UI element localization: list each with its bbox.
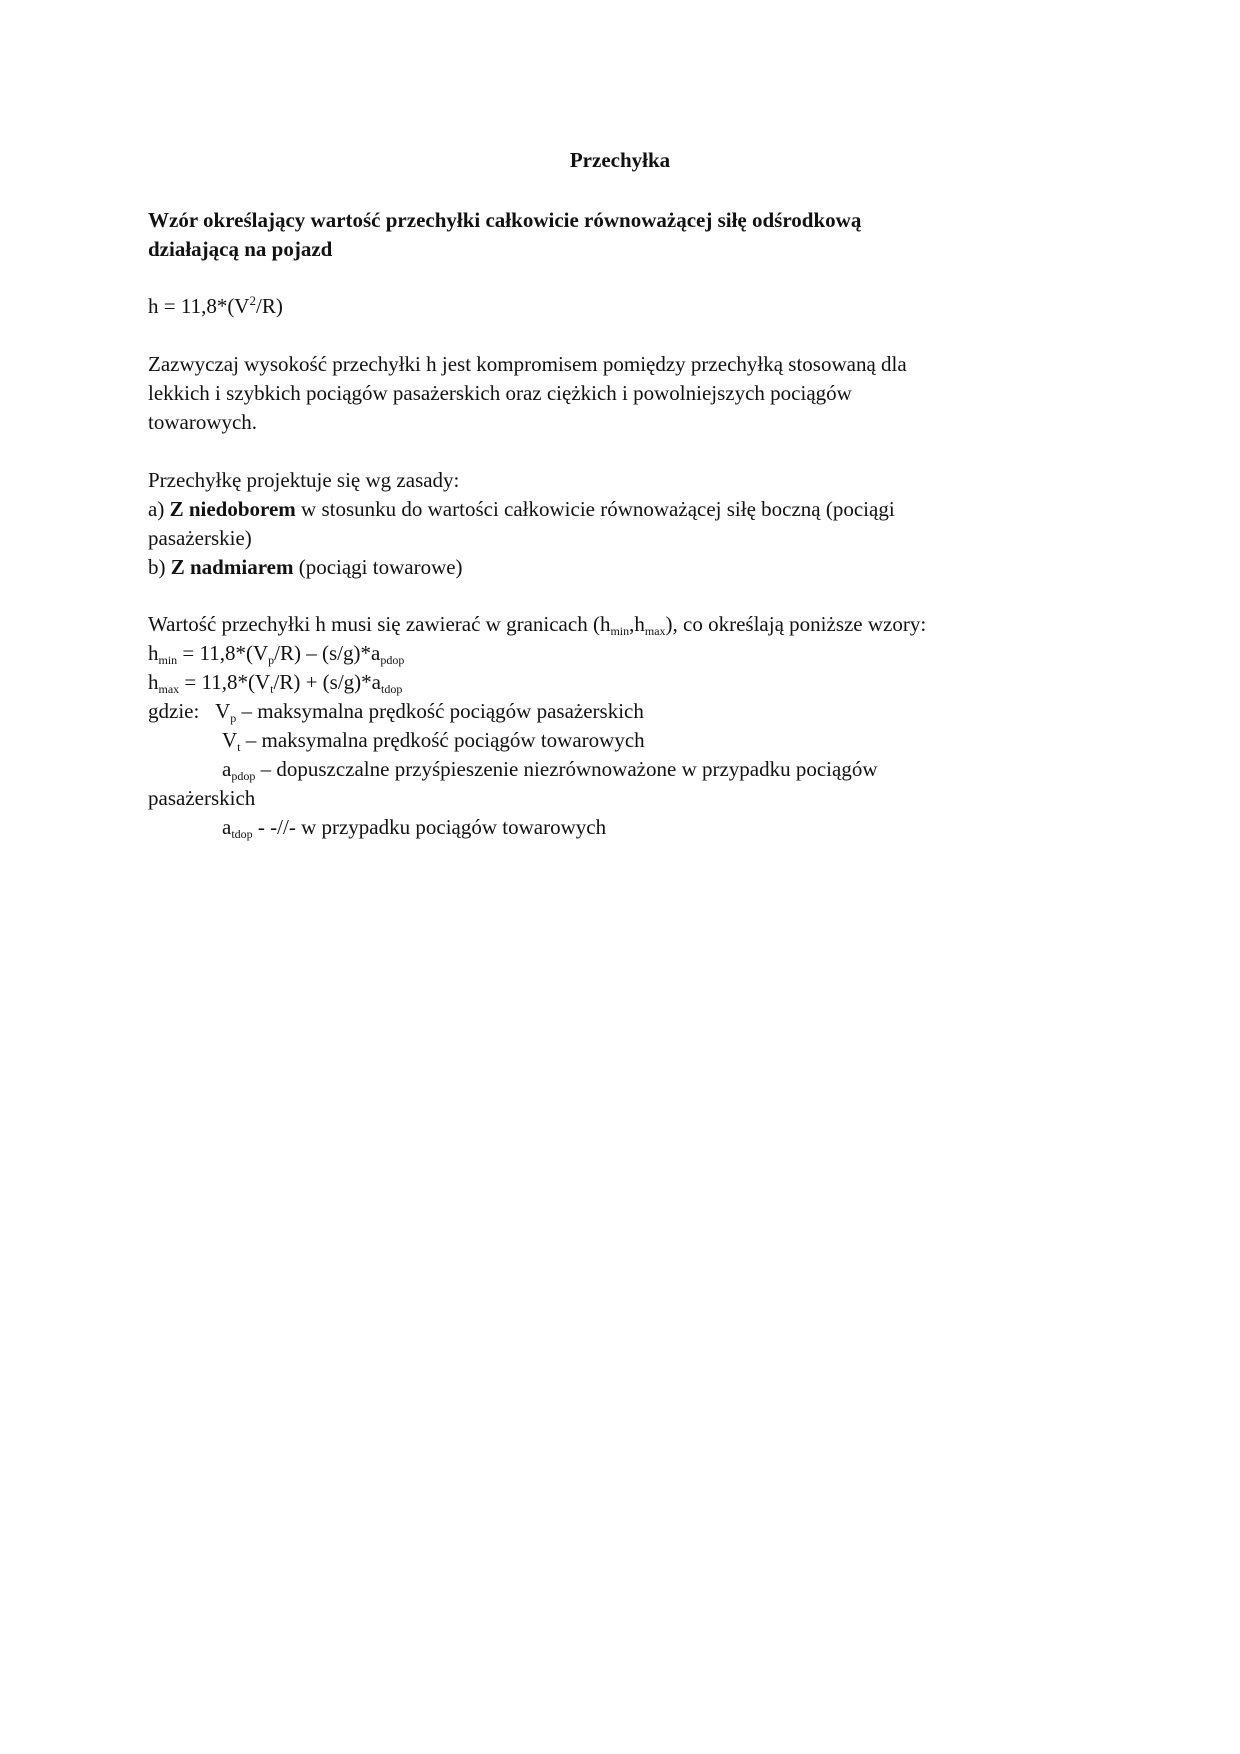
formula-exponent: 2: [249, 293, 256, 308]
formula-hmin: $h_{min} = 11,8*(V_p/R) - (s/g)*a_{pdop}$: [148, 641, 405, 667]
heading-line: Wzór określający wartość przechyłki całkowicie równoważącej siłę odśrodkową: [148, 208, 862, 232]
list-item-a: a) Z niedoborem w stosunku do wartości całkowicie równoważącej siłę boczną (pociągi: [148, 497, 895, 521]
section-heading: [148, 206, 1068, 264]
paragraph-compromise: Zazwyczaj wysokość przechyłki h jest kompromisem pomiędzy przechyłką stosowaną dla lekkich i szybkich pociągów pasażerskich oraz ciężkich i powolniejszych pociągów towarowych.: [148, 352, 907, 434]
main-formula: $h = 11,8*(V^2/R)$: [148, 293, 283, 318]
formula-hmax: $h_{max} = 11,8*(V_t/R) + (s/g)*a_{tdop}$: [148, 670, 403, 696]
list-item-b: b) Z nadmiarem (pociągi towarowe): [148, 555, 463, 579]
definition-vt: $V_t$ – maksymalna prędkość pociągów towarowych: [222, 728, 645, 754]
definition-vp: gdzie: $V_p$ – maksymalna prędkość pociągów pasażerskich: [148, 699, 644, 725]
definition-apdop: $a_{pdop}$ – dopuszczalne przyśpieszenie niezrównoważone w przypadku pociągów: [222, 757, 878, 783]
document-title: Przechyłka: [569, 148, 671, 172]
definition-atdop: $a_{tdop}$ - -//- w przypadku pociągów towarowych: [222, 815, 607, 841]
paragraph-limits: Wartość przechyłki h musi się zawierać w granicach $(h_{min},h_{max})$, co określają poniższe wzory: $h_{min} = 11,8*(V_p/R) - (s/g)*a_{pdop}$ $h_{max} = 11,8*(V_t/R) + (s/g)*a_{tdop}$ gdzie: $V_p$ – maksymalna prędkość pociągów pasażerskich $V_t$ – maksymalna prędkość pociągów towarowych $a_{pdop}$ – dopuszczalne przyśpieszenie niezrównoważone w przypadku pociągów pasażerskich $a_{tdop}$ - -//- w przypadku pociągów towarowych: [148, 610, 1088, 842]
limits-intro: Wartość przechyłki h musi się zawierać w granicach $(h_{min},h_{max})$, co określają poniższe wzory:: [148, 612, 927, 638]
paragraph-design-rule: Przechyłkę projektuje się wg zasady: a) Z niedoborem w stosunku do wartości całkowicie równoważącej siłę boczną (pociągi pasażerskie) b) Z nadmiarem (pociągi towarowe): [148, 466, 1088, 582]
heading-line: działającą na pojazd: [148, 237, 333, 261]
